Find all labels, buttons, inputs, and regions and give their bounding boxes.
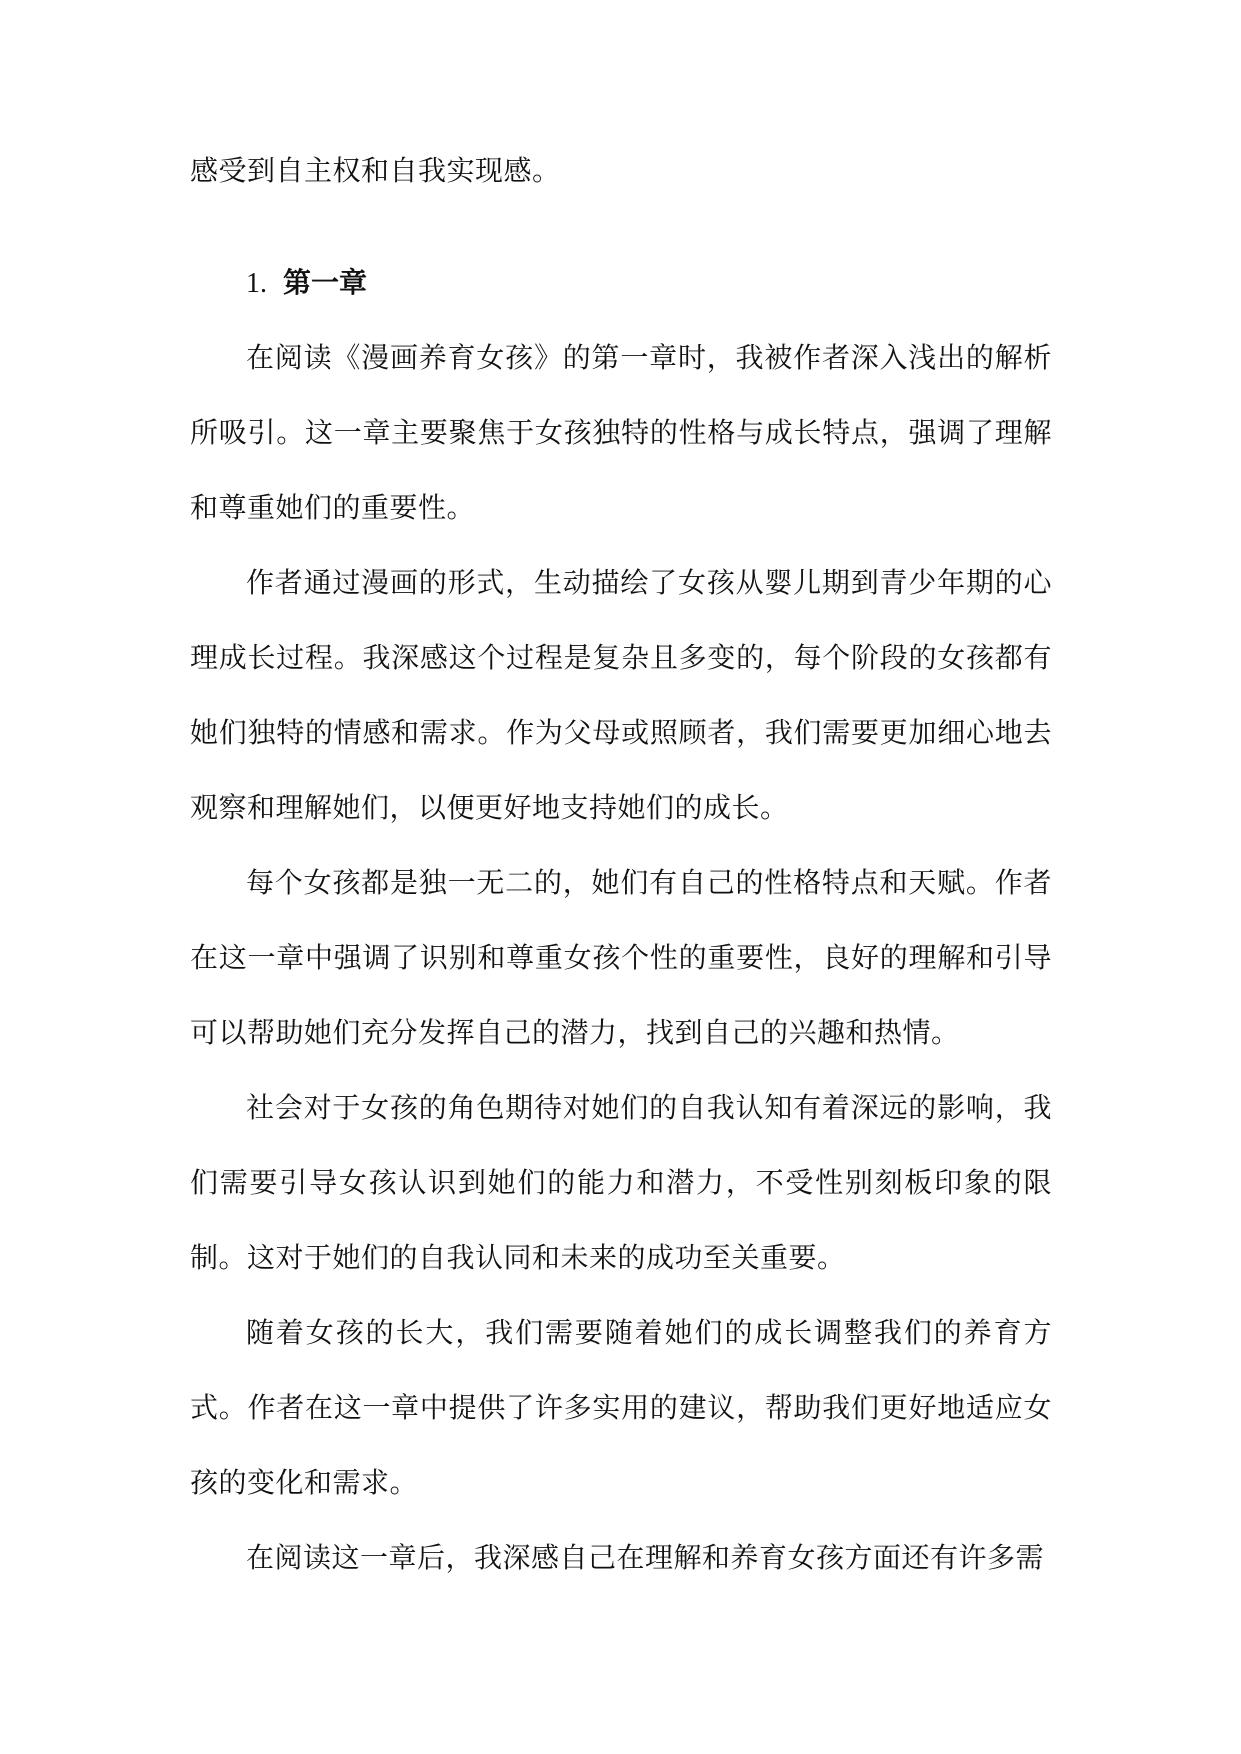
continuation-text	[190, 133, 1052, 208]
paragraph-1: 在阅读《漫画养育女孩》的第一章时，我被作者深入浅出的解析所吸引。这一章主要聚焦于女孩独特的性格与成长特点，强调了理解和尊重她们的重要性。	[190, 341, 1052, 524]
section-heading	[246, 245, 367, 321]
paragraph-4: 社会对于女孩的角色期待对她们的自我认知有着深远的影响，我们需要引导女孩认识到她们的能力和潜力，不受性别刻板印象的限制。这对于她们的自我认同和未来的成功至关重要。	[190, 1091, 1052, 1274]
continuation-line: 感受到自主权和自我实现感。	[190, 154, 561, 187]
heading-number: 1.	[246, 268, 267, 299]
chapter-body	[190, 320, 1052, 1595]
paragraph-3: 每个女孩都是独一无二的，她们有自己的性格特点和天赋。作者在这一章中强调了识别和尊重女孩个性的重要性，良好的理解和引导可以帮助她们充分发挥自己的潜力，找到自己的兴趣和热情。	[190, 866, 1052, 1049]
paragraph-2: 作者通过漫画的形式，生动描绘了女孩从婴儿期到青少年期的心理成长过程。我深感这个过程是复杂且多变的，每个阶段的女孩都有她们独特的情感和需求。作为父母或照顾者，我们需要更加细心地去观察和理解她们，以便更好地支持她们的成长。	[190, 566, 1052, 824]
heading-title: 第一章	[283, 266, 368, 299]
paragraph-6: 在阅读这一章后，我深感自己在理解和养育女孩方面还有许多需	[246, 1541, 1045, 1574]
paragraph-5: 随着女孩的长大，我们需要随着她们的成长调整我们的养育方式。作者在这一章中提供了许多实用的建议，帮助我们更好地适应女孩的变化和需求。	[190, 1316, 1052, 1499]
